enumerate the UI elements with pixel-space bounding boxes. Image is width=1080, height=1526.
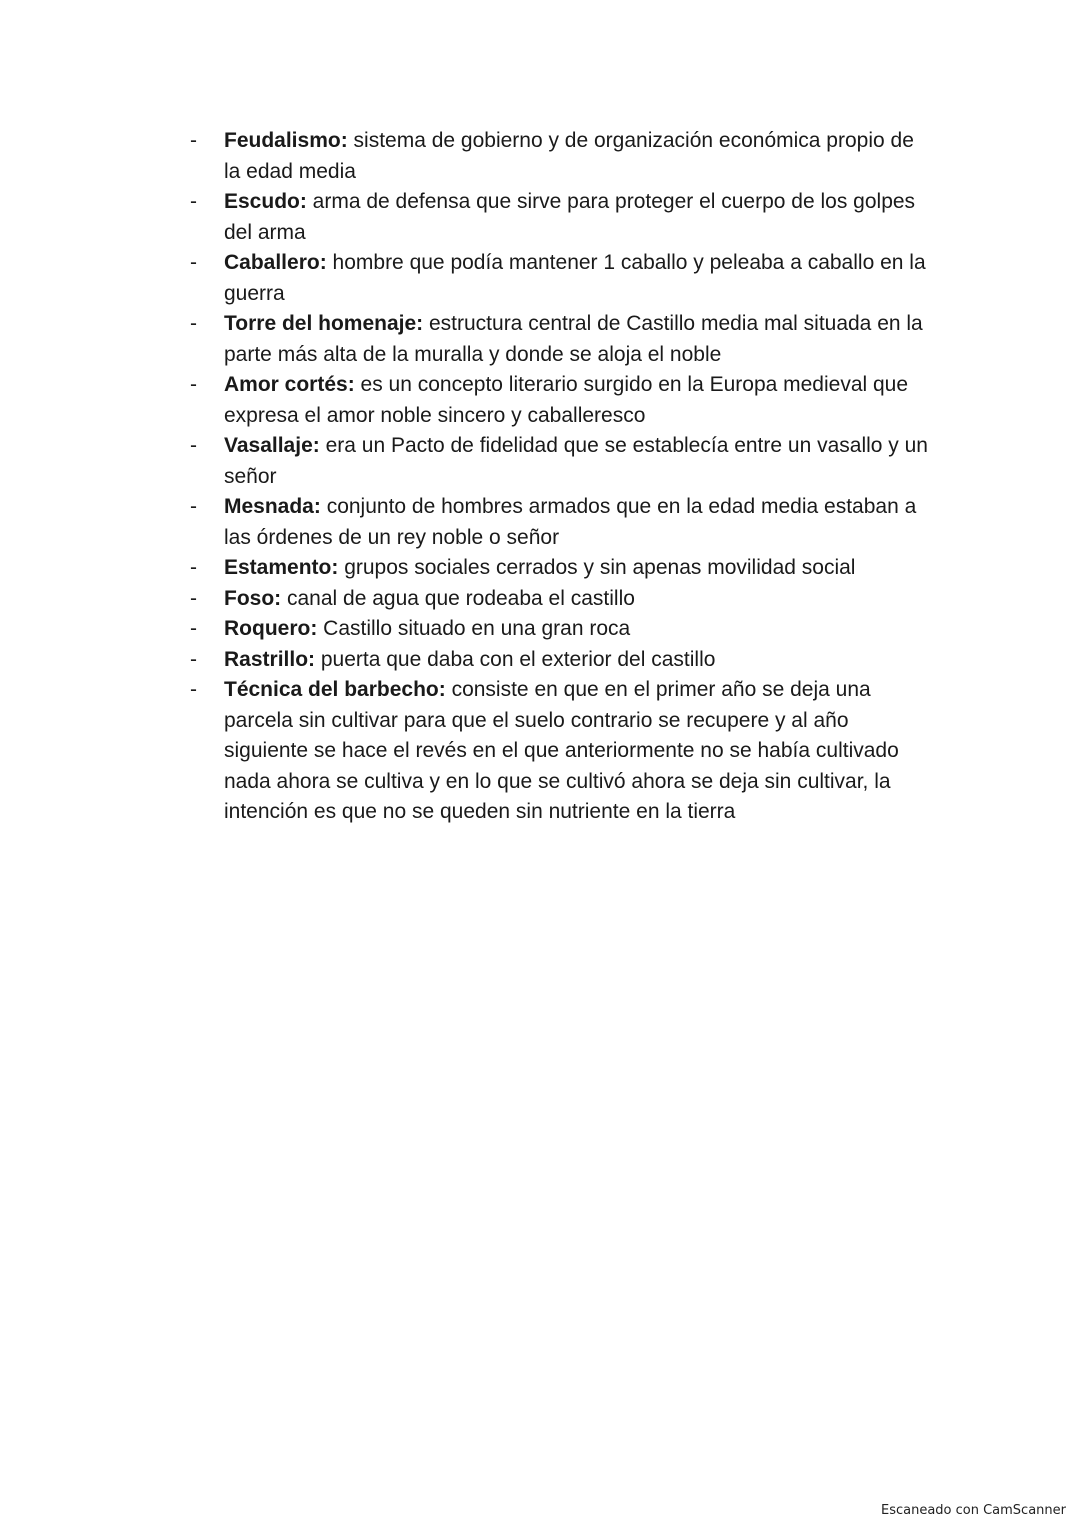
entry-definition: consiste en que en el primer año se deja una parcela sin cultivar para que el suelo contrario se recupere y al año siguiente se hace el revés en el que anteriormente no se había cultivado nada ahora se cultiva y en lo que se cultivó ahora se deja sin cultivar, la intención es que no se queden sin nutriente en la tierra bbox=[224, 678, 899, 823]
glossary-entry bbox=[190, 584, 930, 615]
entry-definition: conjunto de hombres armados que en la edad media estaban a las órdenes de un rey noble o señor bbox=[224, 495, 917, 549]
entry-term: Feudalismo: bbox=[224, 129, 348, 152]
list-dash: - bbox=[190, 251, 197, 274]
list-dash: - bbox=[190, 678, 197, 701]
glossary-entry bbox=[190, 126, 930, 187]
entry-definition: Castillo situado en una gran roca bbox=[317, 617, 631, 640]
glossary-entry bbox=[190, 675, 930, 828]
glossary-entry bbox=[190, 309, 930, 370]
entry-term: Foso: bbox=[224, 586, 282, 610]
list-dash: - bbox=[190, 586, 197, 610]
entry-term: Estamento: bbox=[224, 556, 339, 579]
glossary-entry bbox=[190, 492, 930, 553]
scanner-watermark: Escaneado con CamScanner bbox=[880, 1503, 1066, 1518]
list-dash: - bbox=[190, 556, 197, 579]
list-dash: - bbox=[190, 647, 197, 671]
glossary-entry bbox=[190, 370, 930, 431]
list-dash: - bbox=[190, 312, 197, 335]
glossary-entry bbox=[190, 431, 930, 492]
entry-definition: canal de agua que rodeaba el castillo bbox=[281, 586, 635, 610]
entry-definition: arma de defensa que sirve para proteger el cuerpo de los golpes del arma bbox=[224, 190, 916, 244]
entry-definition: puerta que daba con el exterior del castillo bbox=[315, 647, 716, 671]
entry-term: Técnica del barbecho: bbox=[224, 678, 446, 701]
entry-term: Mesnada: bbox=[224, 495, 321, 518]
entry-term: Rastrillo: bbox=[224, 647, 316, 671]
list-dash: - bbox=[190, 617, 197, 640]
entry-term: Roquero: bbox=[224, 617, 318, 640]
entry-definition: es un concepto literario surgido en la Europa medieval que expresa el amor noble sincero y caballeresco bbox=[224, 373, 909, 427]
entry-definition: grupos sociales cerrados y sin apenas movilidad social bbox=[338, 556, 856, 579]
list-dash: - bbox=[190, 373, 197, 396]
glossary-entry bbox=[190, 614, 930, 645]
glossary-entry bbox=[190, 553, 930, 584]
entry-term: Escudo: bbox=[224, 190, 307, 213]
entry-term: Amor cortés: bbox=[224, 373, 355, 396]
glossary-list bbox=[190, 126, 930, 828]
entry-term: Caballero: bbox=[224, 251, 327, 274]
entry-definition: estructura central de Castillo media mal situada en la parte más alta de la muralla y donde se aloja el noble bbox=[224, 312, 923, 366]
list-dash: - bbox=[190, 495, 197, 518]
list-dash: - bbox=[190, 190, 197, 213]
glossary-entry bbox=[190, 187, 930, 248]
entry-definition: hombre que podía mantener 1 caballo y peleaba a caballo en la guerra bbox=[224, 251, 926, 305]
entry-definition: sistema de gobierno y de organización económica propio de la edad media bbox=[224, 129, 914, 183]
entry-term: Torre del homenaje: bbox=[224, 312, 424, 335]
list-dash: - bbox=[190, 434, 197, 457]
entry-definition: era un Pacto de fidelidad que se establecía entre un vasallo y un señor bbox=[224, 434, 928, 488]
glossary-entry bbox=[190, 248, 930, 309]
list-dash: - bbox=[190, 129, 197, 152]
entry-term: Vasallaje: bbox=[224, 434, 320, 457]
glossary-entry bbox=[190, 645, 930, 676]
